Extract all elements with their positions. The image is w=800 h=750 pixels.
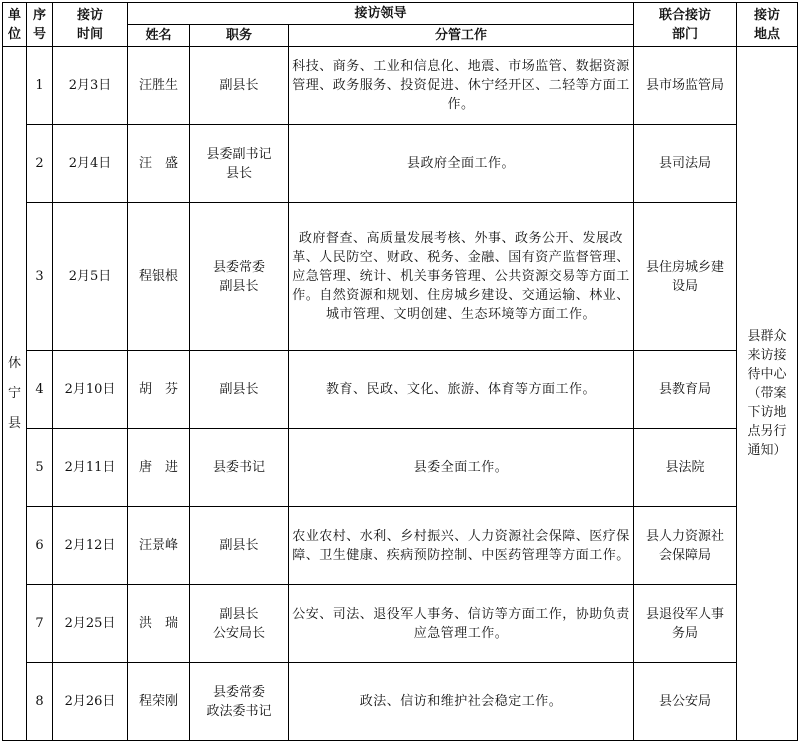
row-seq: 7 [27,585,53,663]
table-row [3,125,798,203]
header-unit: 单 位 [3,3,27,47]
table-row [3,429,798,507]
row-dept: 县司法局 [634,125,737,203]
row-dept: 县教育局 [634,351,737,429]
row-position: 副县长 [190,47,289,125]
row-name: 程荣刚 [128,663,190,741]
table-row [3,663,798,741]
table-row [3,203,798,351]
row-duty: 农业农村、水利、乡村振兴、人力资源社会保障、医疗保障、卫生健康、疾病预防控制、中医药管理等方面工作。 [289,507,634,585]
unit-cell [3,47,27,741]
row-duty: 县政府全面工作。 [289,125,634,203]
header-seq: 序 号 [27,3,53,47]
header-place: 接访 地点 [737,3,798,47]
table-row [3,507,798,585]
header-time: 接访 时间 [53,3,128,47]
row-dept: 县退役军人事 务局 [634,585,737,663]
row-position: 副县长 [190,507,289,585]
row-position: 县委书记 [190,429,289,507]
row-duty: 教育、民政、文化、旅游、体育等方面工作。 [289,351,634,429]
row-seq: 1 [27,47,53,125]
unit-char: 县 [7,415,21,431]
row-duty: 政法、信访和维护社会稳定工作。 [289,663,634,741]
row-date: 2月26日 [53,663,128,741]
row-name: 汪胜生 [128,47,190,125]
row-seq: 3 [27,203,53,351]
row-dept: 县市场监管局 [634,47,737,125]
row-dept: 县公安局 [634,663,737,741]
table-row [3,351,798,429]
row-dept: 县人力资源社 会保障局 [634,507,737,585]
row-dept: 县法院 [634,429,737,507]
table-row [3,47,798,125]
row-duty: 政府督查、高质量发展考核、外事、政务公开、发展改革、人民防空、财政、税务、金融、国有资产监督管理、应急管理、统计、机关事务管理、公共资源交易等方面工作。自然资源和规划、住房城乡建设、交通运输、林业、城市管理、文明创建、生态环境等方面工作。 [289,203,634,351]
unit-char: 休 [7,355,21,371]
row-seq: 2 [27,125,53,203]
header-dept: 联合接访 部门 [634,3,737,47]
row-duty: 县委全面工作。 [289,429,634,507]
row-date: 2月10日 [53,351,128,429]
row-date: 2月11日 [53,429,128,507]
row-name: 汪 盛 [128,125,190,203]
row-duty: 科技、商务、工业和信息化、地震、市场监管、数据资源管理、政务服务、投资促进、休宁经开区、二轻等方面工作。 [289,47,634,125]
row-name: 程银根 [128,203,190,351]
row-position: 县委副书记 县长 [190,125,289,203]
reception-schedule-table [2,2,798,741]
row-date: 2月3日 [53,47,128,125]
row-seq: 8 [27,663,53,741]
row-date: 2月25日 [53,585,128,663]
row-date: 2月12日 [53,507,128,585]
row-position: 县委常委 政法委书记 [190,663,289,741]
table-row [3,585,798,663]
row-position: 县委常委 副县长 [190,203,289,351]
row-position: 副县长 [190,351,289,429]
row-position: 副县长 公安局长 [190,585,289,663]
row-seq: 6 [27,507,53,585]
place-cell: 县群众 来访接 待中心 （带案 下访地 点另行 通知） [737,47,798,741]
row-date: 2月4日 [53,125,128,203]
row-duty: 公安、司法、退役军人事务、信访等方面工作，协助负责应急管理工作。 [289,585,634,663]
row-name: 胡 芬 [128,351,190,429]
unit-char: 宁 [7,385,21,401]
row-name: 汪景峰 [128,507,190,585]
row-date: 2月5日 [53,203,128,351]
header-duty: 分管工作 [289,25,634,47]
header-leader: 接访领导 [128,3,634,25]
row-seq: 4 [27,351,53,429]
row-dept: 县住房城乡建 设局 [634,203,737,351]
row-name: 洪 瑞 [128,585,190,663]
header-position: 职务 [190,25,289,47]
header-name: 姓名 [128,25,190,47]
row-seq: 5 [27,429,53,507]
row-name: 唐 进 [128,429,190,507]
